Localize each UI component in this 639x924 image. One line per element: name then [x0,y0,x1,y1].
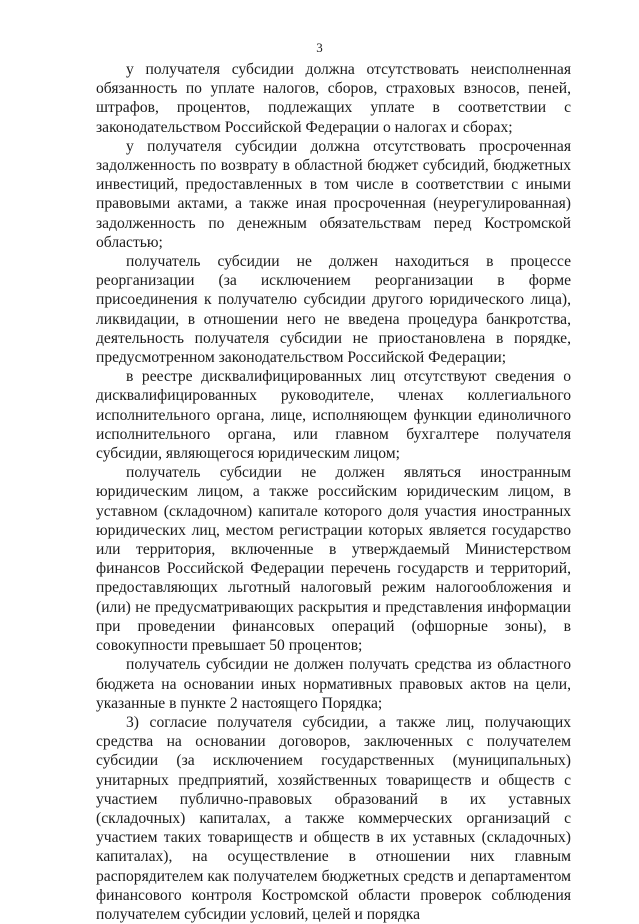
paragraph-reorganization: получатель субсидии не должен находиться в процессе реорганизации (за исключением реорганизации в форме присоединения к получателю субсидии другого юридического лица), ликвидации, в отношении него не введена процедура банкротства, деятельность получателя субсидии не приостановлена в порядке, предусмотренном законодательством Российской Федерации; [96,253,571,367]
page-number: 3 [316,40,323,55]
paragraph-overdue-debt: у получателя субсидии должна отсутствовать просроченная задолженность по возврату в областной бюджет субсидий, бюджетных инвестиций, предоставленных в том числе в соответствии с иными правовыми актами, а также иная просроченная (неурегулированная) задолженность по денежным обязательствам перед Костромской областью; [96,137,571,251]
paragraph-tax-obligations: у получателя субсидии должна отсутствовать неисполненная обязанность по уплате налогов, сборов, страховых взносов, пеней, штрафов, процентов, подлежащих уплате в соответствии с законодательством Российской Федерации о налогах и сборах; [96,61,571,136]
paragraph-other-funding: получатель субсидии не должен получать средства из областного бюджета на основании иных нормативных правовых актов на цели, указанные в пункте 2 настоящего Порядка; [96,656,571,712]
paragraph-disqualified-persons: в реестре дисквалифицированных лиц отсутствуют сведения о дисквалифицированных руководителе, членах коллегиального исполнительного органа, лице, исполняющем функции единоличного исполнительного органа, или главном бухгалтере получателя субсидии, являющегося юридическим лицом; [96,368,571,463]
paragraph-foreign-entity: получатель субсидии не должен являться иностранным юридическим лицом, а также российским юридическим лицом, в уставном (складочном) капитале которого доля участия иностранных юридических лиц, местом регистрации которых является государство или территория, включенные в утверждаемый Министерством финансов Российской Федерации перечень государств и территорий, предоставляющих льготный налоговый режим налогообложения и (или) не предусматривающих раскрытия и представления информации при проведении финансовых операций (офшорные зоны), в совокупности превышает 50 процентов; [96,464,571,655]
paragraph-consent-inspections: 3) согласие получателя субсидии, а также лиц, получающих средства на основании договоров, заключенных с получателем субсидии (за исключением государственных (муниципальных) унитарных предприятий, хозяйственных товариществ и обществ с участием публично-правовых образований в их уставных (складочных) капиталах, а также коммерческих организаций с участием таких товариществ и обществ в их уставных (складочных) капиталах), на осуществление в отношении них главным распорядителем как получателем бюджетных средств и департаментом финансового контроля Костромской области проверок соблюдения получателем субсидии условий, целей и порядка [96,713,571,923]
document-body [96,60,571,924]
